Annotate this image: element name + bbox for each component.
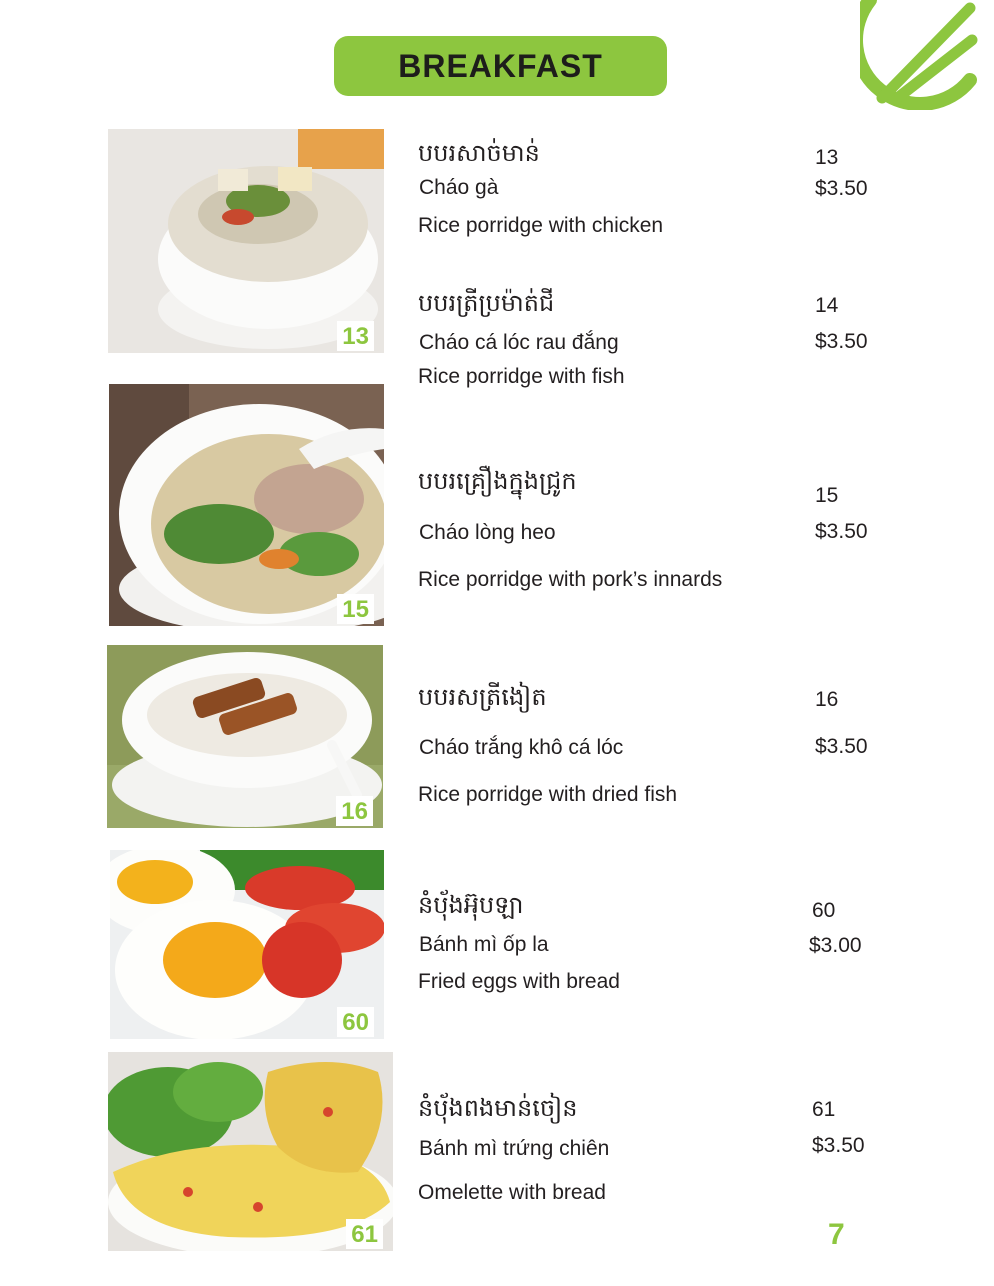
item-vietnamese-name: Bánh mì ốp la bbox=[419, 933, 549, 956]
page-number: 7 bbox=[828, 1218, 845, 1251]
item-english-name: Rice porridge with chicken bbox=[418, 214, 664, 237]
dish-photo-dried-fish-porridge bbox=[107, 645, 383, 828]
item-price: $3.00 bbox=[809, 934, 862, 957]
item-price: $3.50 bbox=[815, 735, 868, 758]
photo-number-label: 16 bbox=[336, 796, 373, 826]
photo-number-label: 15 bbox=[337, 594, 374, 624]
item-english-name: Rice porridge with pork’s innards bbox=[418, 568, 723, 591]
item-number: 60 bbox=[812, 899, 836, 922]
item-vietnamese-name: Cháo gà bbox=[419, 176, 499, 199]
item-price: $3.50 bbox=[815, 520, 868, 543]
page-title: BREAKFAST bbox=[398, 47, 603, 84]
dish-photo-chicken-porridge bbox=[108, 129, 384, 353]
dish-photo-pork-innards-porridge bbox=[109, 384, 384, 626]
item-price: $3.50 bbox=[815, 177, 868, 200]
item-vietnamese-name: Cháo cá lóc rau đắng bbox=[419, 331, 619, 354]
item-number: 15 bbox=[815, 484, 839, 507]
item-number: 16 bbox=[815, 688, 839, 711]
item-khmer-name: នំប៉័ងអ៊ុបឡា bbox=[418, 891, 524, 919]
photo-number-label: 61 bbox=[346, 1219, 383, 1249]
dish-photo-fried-eggs bbox=[110, 850, 384, 1039]
page-title-banner bbox=[334, 36, 667, 96]
item-vietnamese-name: Cháo trắng khô cá lóc bbox=[419, 736, 624, 759]
chopsticks-logo-icon bbox=[860, 0, 994, 110]
item-khmer-name: នំប៉័ងពងមាន់ចៀន bbox=[418, 1094, 578, 1122]
item-khmer-name: បបរត្រីប្រម៉ាត់ជី bbox=[418, 289, 555, 317]
item-price: $3.50 bbox=[812, 1134, 865, 1157]
item-english-name: Fried eggs with bread bbox=[418, 970, 620, 993]
dish-photo-omelette bbox=[108, 1052, 393, 1251]
item-vietnamese-name: Cháo lòng heo bbox=[419, 521, 556, 544]
item-english-name: Omelette with bread bbox=[418, 1181, 606, 1204]
item-khmer-name: បបរសាច់មាន់ bbox=[418, 139, 540, 167]
item-khmer-name: បបរសត្រីងៀត bbox=[418, 683, 547, 711]
item-number: 13 bbox=[815, 146, 839, 169]
item-number: 61 bbox=[812, 1098, 836, 1121]
item-english-name: Rice porridge with fish bbox=[418, 365, 625, 388]
item-price: $3.50 bbox=[815, 330, 868, 353]
item-english-name: Rice porridge with dried fish bbox=[418, 783, 678, 806]
item-khmer-name: បបរគ្រឿងក្នុងជ្រូក bbox=[418, 467, 577, 495]
item-vietnamese-name: Bánh mì trứng chiên bbox=[419, 1137, 610, 1160]
photo-number-label: 13 bbox=[337, 321, 374, 351]
photo-number-label: 60 bbox=[337, 1007, 374, 1037]
item-number: 14 bbox=[815, 294, 839, 317]
